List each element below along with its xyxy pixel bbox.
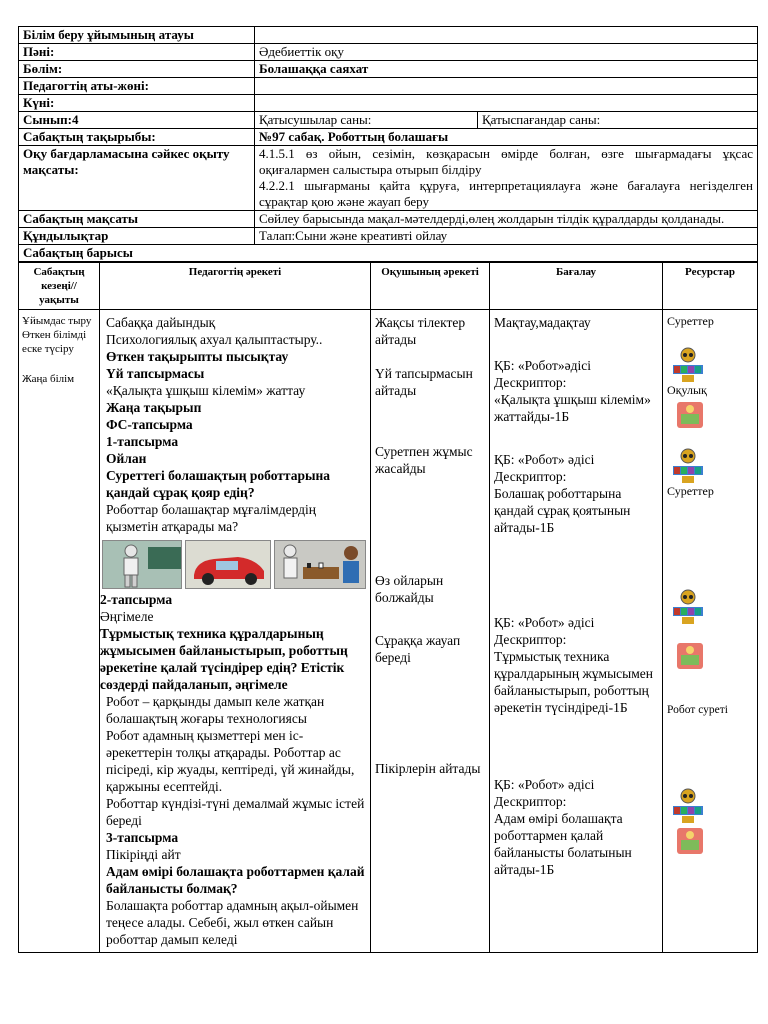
assessment-text-5: ҚБ: «Робот» әдісі xyxy=(494,452,595,467)
teacher-name-value xyxy=(255,78,758,95)
robot-photo-2 xyxy=(185,540,270,589)
teacher-name-label: Педагогтің аты-жөні: xyxy=(19,78,255,95)
robot-photo-3 xyxy=(274,540,366,589)
assessment-text-8: ҚБ: «Робот» әдісі xyxy=(494,615,595,630)
header-row-organization xyxy=(19,27,758,44)
class-label: Сынып:4 xyxy=(19,112,255,129)
present-count-label: Қатысушылар саны: xyxy=(255,112,478,129)
textbook-icon xyxy=(675,641,705,671)
goal-value: Сөйлеу барысында мақал-мәтелдерді,өлең жолдарын тілдік құралдарды қолданады. xyxy=(255,211,758,228)
teacher-text-4: Үй тапсырмасы xyxy=(106,366,205,381)
teacher-text-6: Жаңа тақырып xyxy=(106,400,202,415)
header-row-subject xyxy=(19,44,758,61)
header-row-topic xyxy=(19,129,758,146)
resource-text-4: Робот суреті xyxy=(667,704,728,716)
lesson-header-table xyxy=(18,26,758,262)
section-value: Болашаққа саяхат xyxy=(255,61,758,78)
column-header-teacher: Педагогтің әрекеті xyxy=(100,263,371,310)
progress-table-header xyxy=(19,263,758,310)
resource-text-2: Оқулық xyxy=(667,383,707,397)
column-header-student: Оқушының әрекеті xyxy=(371,263,490,310)
teacher-text-1: Сабаққа дайындық xyxy=(106,315,216,330)
subject-label: Пәні: xyxy=(19,44,255,61)
column-header-stage: Сабақтың кезеңі// уақыты xyxy=(19,263,100,310)
lesson-plan-document xyxy=(18,26,757,953)
teacher-text-21: Болашақта роботтар адамның ақыл-ойымен теңесе алады. Себебі, жыл өткен сайын роботтар дамып келеді xyxy=(106,898,359,947)
organization-value xyxy=(255,27,758,44)
student-text-2: Үй тапсырмасын айтады xyxy=(375,366,473,398)
teacher-text-15: Робот – қарқынды дамып келе жатқан болашақтың жоғары технологиясы xyxy=(106,694,325,726)
assessment-text-9: Дескриптор: xyxy=(494,632,567,647)
header-row-progress xyxy=(19,245,758,262)
header-row-class xyxy=(19,112,758,129)
header-row-date xyxy=(19,95,758,112)
date-value xyxy=(255,95,758,112)
assessment-text-3: Дескриптор: xyxy=(494,375,567,390)
student-text-5: Сұраққа жауап береді xyxy=(375,633,461,665)
textbook-icon xyxy=(675,400,705,430)
assessment-text-11: ҚБ: «Робот» әдісі xyxy=(494,777,595,792)
resources-cell xyxy=(663,310,758,953)
teacher-text-20: Адам өмірі болашақта роботтармен қалай байланысты болмақ? xyxy=(106,864,365,896)
assessment-text-2: ҚБ: «Робот»әдісі xyxy=(494,358,591,373)
organization-label: Білім беру ұйымының атауы xyxy=(19,27,255,44)
objective-line-2: 4.2.2.1 шығарманы қайта құруға, интерпретациялауға және бағалауға негізделген сұрақтар қою және жауап беру xyxy=(259,178,753,209)
objective-line-1: 4.1.5.1 өз ойын, сезімін, көзқарасын өмірде болған, өзге шығармадағы ұқсас оқиғалармен салыстыра отырып білдіру xyxy=(259,146,753,177)
lesson-progress-table xyxy=(18,262,758,953)
robot-icon xyxy=(671,448,705,484)
assessment-text-12: Дескриптор: xyxy=(494,794,567,809)
robot-chess-image xyxy=(275,541,366,588)
header-row-values xyxy=(19,228,758,245)
subject-value: Әдебиеттік оқу xyxy=(255,44,758,61)
robot-teacher-image xyxy=(103,541,182,588)
teacher-text-11: Роботтар болашақтар мұғалімдердің қызметін атқарады ма? xyxy=(106,502,316,534)
section-label: Бөлім: xyxy=(19,61,255,78)
student-text-4: Өз ойларын болжайды xyxy=(375,573,444,605)
stage-review: Өткен білімді еске түсіру xyxy=(22,329,87,355)
robot-photo-1 xyxy=(102,540,182,589)
teacher-text-8: 1-тапсырма xyxy=(106,434,179,449)
teacher-text-19: Пікіріңді айт xyxy=(106,847,181,862)
goal-label: Сабақтың мақсаты xyxy=(19,211,255,228)
assessment-text-4: «Қалықта ұшқыш кілемім» жаттайды-1Б xyxy=(494,392,651,424)
assessment-text-13: Адам өмірі болашақта роботтармен қалай байланысты болатынын айтады-1Б xyxy=(494,811,632,877)
resource-text-1: Суреттер xyxy=(667,314,714,328)
header-row-goal xyxy=(19,211,758,228)
teacher-text-10: Суреттегі болашақтың роботтарына қандай сұрақ қояр едің? xyxy=(106,468,331,500)
header-row-teacher xyxy=(19,78,758,95)
teacher-text-16: Робот адамның қызметтері мен іс-әрекеттерін толқы атқарады. Роботтар ас пісіреді, кір жуады, кептіреді, үй жинайды, қаржыны есептейді. xyxy=(106,728,355,794)
teacher-text-13: Әңгімеле xyxy=(100,609,154,624)
teacher-text-7: ФС-тапсырма xyxy=(106,417,193,432)
robot-icon xyxy=(671,788,705,824)
teacher-text-5: «Қалықта ұшқыш кілемім» жаттау xyxy=(106,383,306,398)
teacher-text-17: Роботтар күндізі-түні демалмай жұмыс істей береді xyxy=(106,796,365,828)
values-value: Талап:Сыни және креативті ойлау xyxy=(255,228,758,245)
student-text-6: Пікірлерін айтады xyxy=(375,761,481,776)
teacher-text-9: Ойлан xyxy=(106,451,147,466)
robot-photos-strip xyxy=(102,540,366,587)
stage-new-knowledge: Жаңа білім xyxy=(22,373,75,385)
objectives-label: Оқу бағдарламасына сәйкес оқыту мақсаты: xyxy=(19,146,255,211)
assessment-text-1: Мақтау,мадақтау xyxy=(494,315,591,330)
robot-icon xyxy=(671,589,705,625)
assessment-text-7: Болашақ роботтарына қандай сұрақ қоятынын айтады-1Б xyxy=(494,486,631,535)
column-header-assessment: Бағалау xyxy=(490,263,663,310)
teacher-text-18: 3-тапсырма xyxy=(106,830,179,845)
topic-value: №97 сабақ. Роботтың болашағы xyxy=(255,129,758,146)
robot-icon xyxy=(671,347,705,383)
stage-organization: Ұйымдас тыру xyxy=(22,315,92,327)
stage-cell xyxy=(19,310,100,953)
values-label: Құндылықтар xyxy=(19,228,255,245)
header-row-section xyxy=(19,61,758,78)
student-text-3: Суретпен жұмыс жасайды xyxy=(375,444,473,476)
teacher-activity-cell xyxy=(100,310,371,953)
student-activity-cell xyxy=(371,310,490,953)
resource-text-3: Суреттер xyxy=(667,484,714,498)
absent-count-label: Қатыспағандар саны: xyxy=(478,112,758,129)
assessment-text-10: Тұрмыстық техника құралдарының жұмысымен байланыстырып, роботтың әрекетін түсіндіреді-1Б xyxy=(494,649,653,715)
column-header-resources: Ресурстар xyxy=(663,263,758,310)
teacher-text-12: 2-тапсырма xyxy=(100,592,173,607)
assessment-cell xyxy=(490,310,663,953)
assessment-text-6: Дескриптор: xyxy=(494,469,567,484)
progress-title: Сабақтың барысы xyxy=(19,245,758,262)
teacher-text-14: Тұрмыстық техника құралдарының жұмысымен байланыстырып, роботтың әрекетіне қалай түсіндірер едің? Етістік сөздерді пайдаланып, әңгімеле xyxy=(100,626,348,692)
date-label: Күні: xyxy=(19,95,255,112)
header-row-objectives xyxy=(19,146,758,211)
robot-car-image xyxy=(186,541,270,588)
student-text-1: Жақсы тілектер айтады xyxy=(375,315,466,347)
objectives-value xyxy=(255,146,758,211)
progress-table-row xyxy=(19,310,758,953)
teacher-text-3: Өткен тақырыпты пысықтау xyxy=(106,349,289,364)
textbook-icon xyxy=(675,826,705,856)
teacher-text-2: Психологиялық ахуал қалыптастыру.. xyxy=(106,332,323,347)
topic-label: Сабақтың тақырыбы: xyxy=(19,129,255,146)
